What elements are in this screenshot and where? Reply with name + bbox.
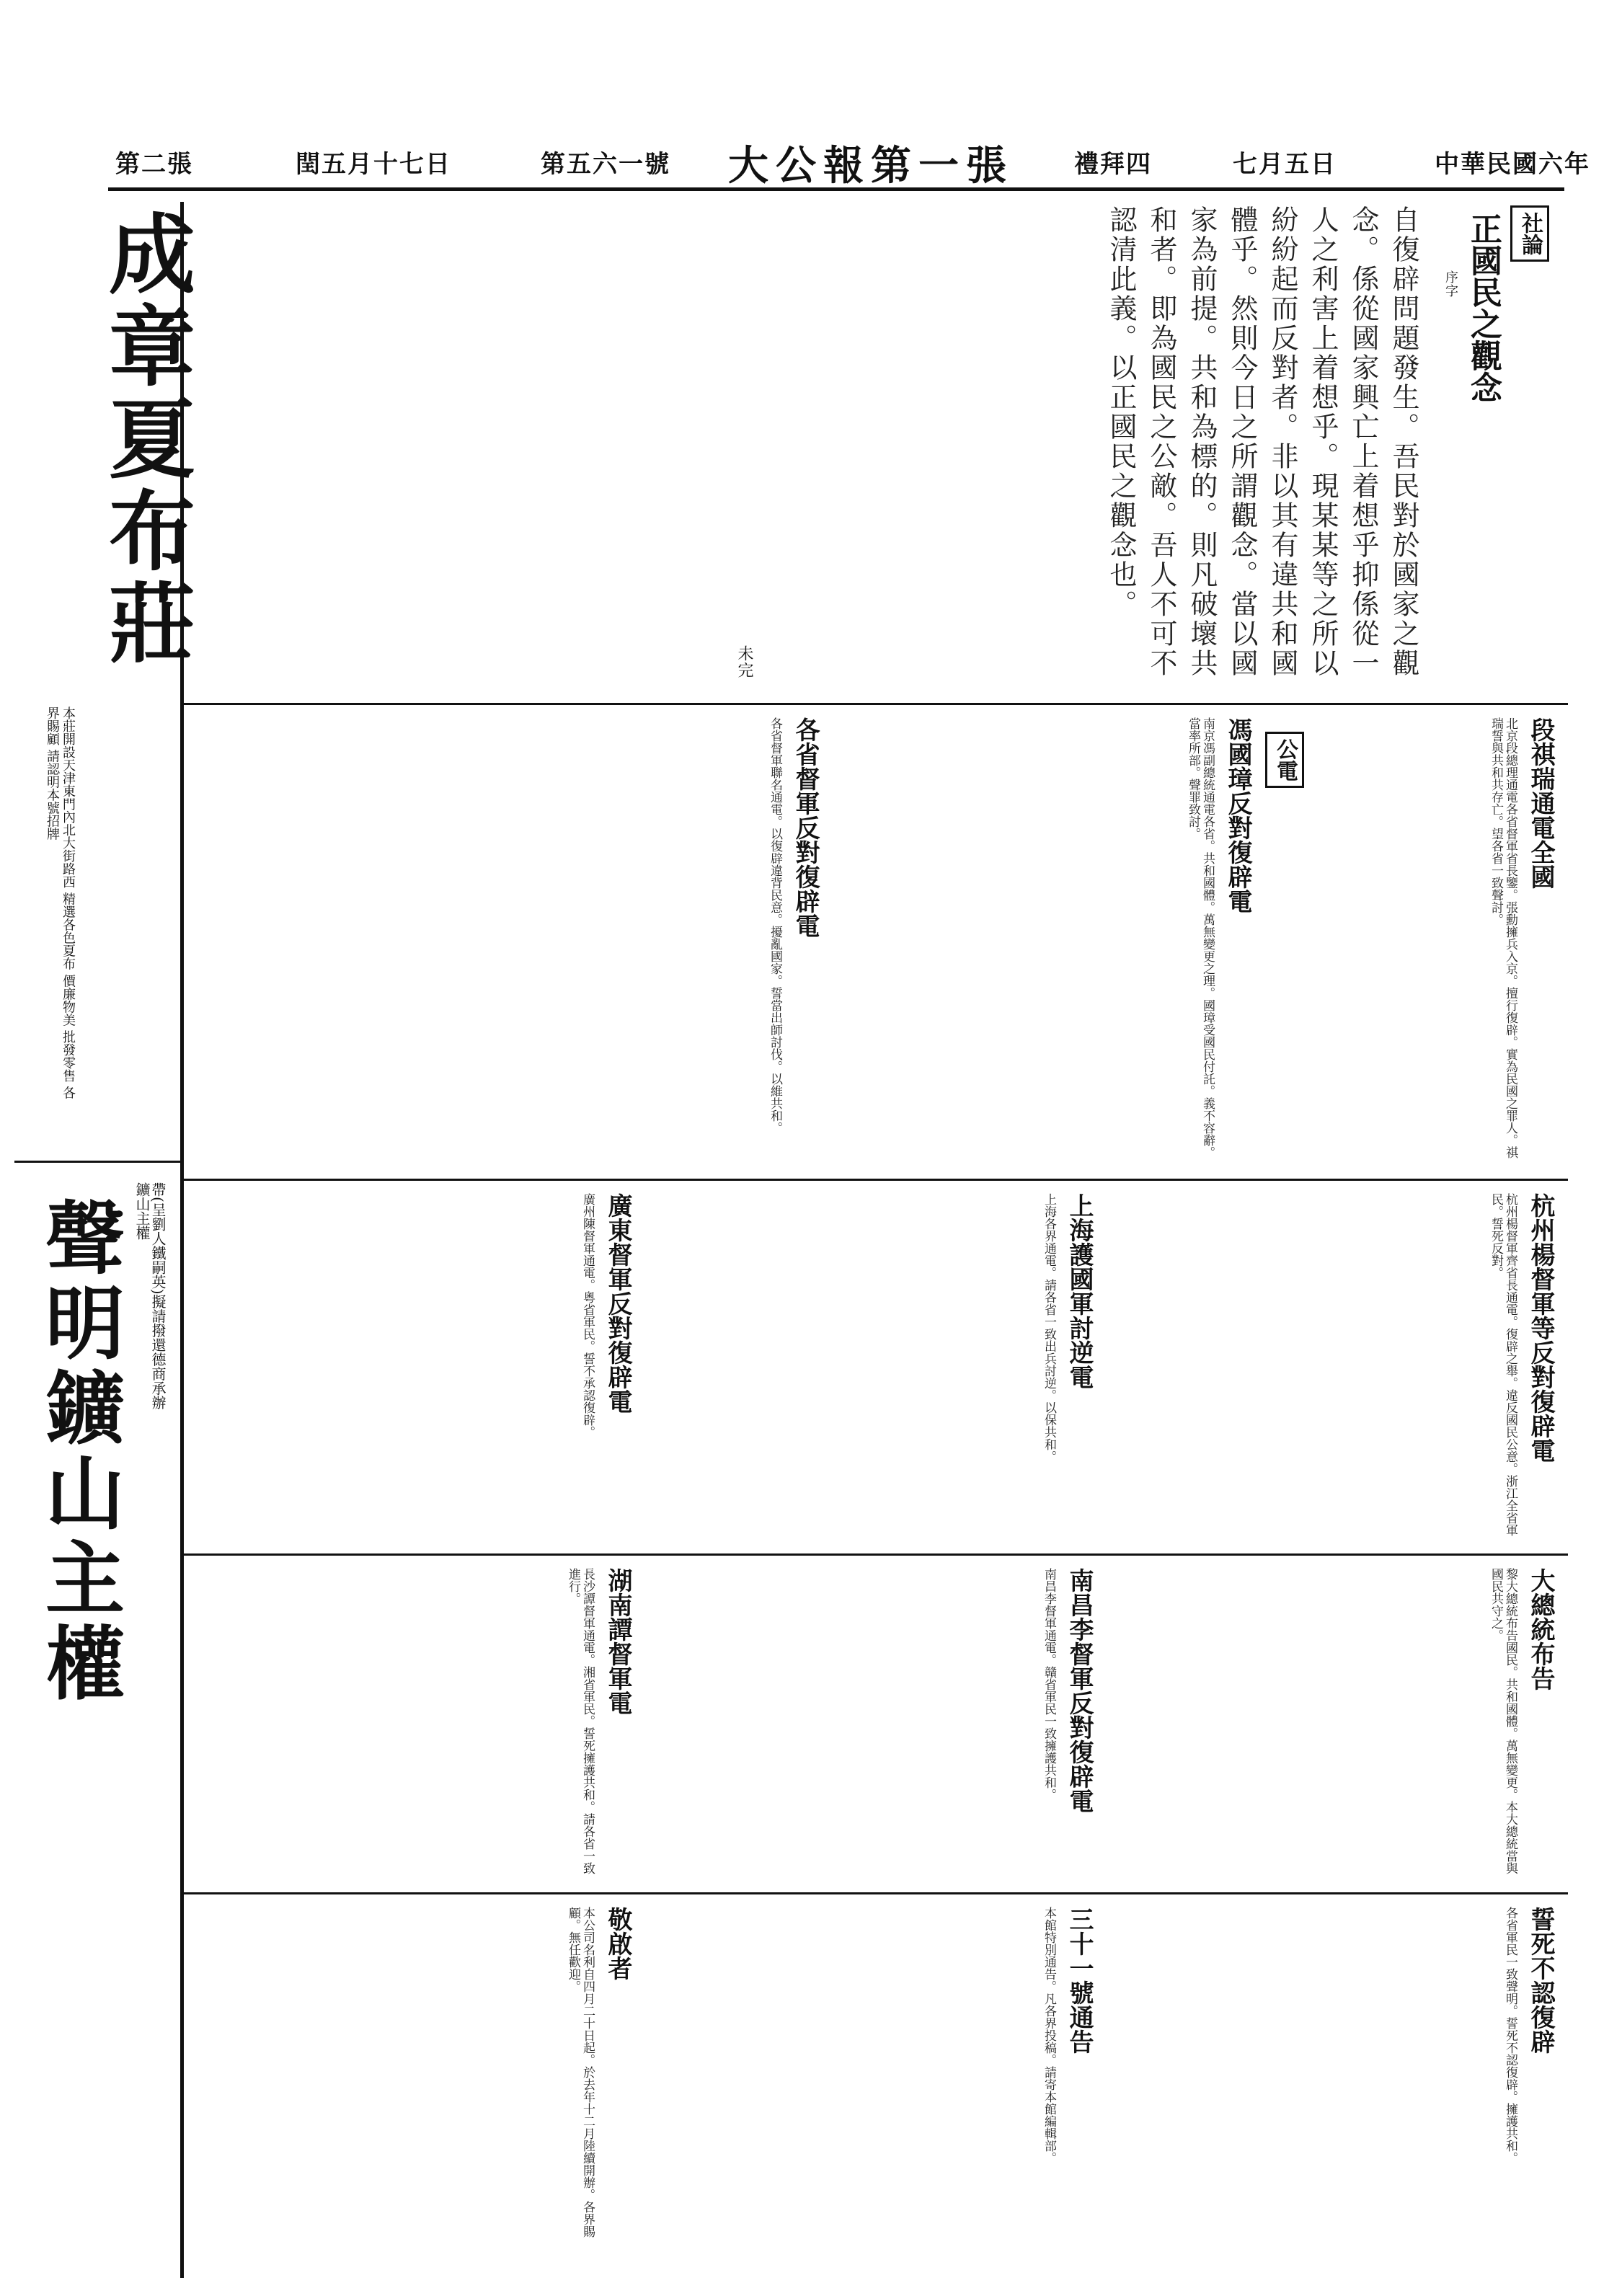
notice-title: 三十一號通告: [1065, 1907, 1094, 2054]
date-month: 七月五日: [1233, 150, 1337, 179]
editorial-text: 自復辟問題發生。吾民對於國家之觀念。係從國家興亡上着想乎抑係從一人之利害上着想乎。現某某等之所以紛紛起而反對者。非以其有違共和國體乎。然則今日之所謂觀念。當以國家為前提。共和為標的。則凡破壞共和者。即為國民之公敵。吾人不可不認清此義。以正國民之觀念也。: [1105, 205, 1419, 678]
news-text: 黎大總統布告國民。共和國體。萬無變更。本大總統當與國民共守之。: [1489, 1568, 1517, 1874]
issue-number: 第五六一號: [541, 150, 670, 179]
newspaper-title: 大公報第一張: [728, 142, 1014, 190]
editorial-title: 正國民之觀念: [1465, 213, 1502, 403]
notice-title: 誓死不認復辟: [1526, 1907, 1555, 2054]
notice-text: 本館特別通告。凡各界投稿。請寄本館編輯部。: [1042, 1907, 1056, 2164]
shop-name-ad: 成章夏布莊: [94, 209, 196, 670]
news-title: 段祺瑞通電全國: [1526, 717, 1555, 889]
news-title: 南昌李督軍反對復辟電: [1065, 1568, 1094, 1813]
news-title: 上海護國軍討逆電: [1065, 1193, 1094, 1389]
divider: [184, 703, 1568, 705]
editorial-end: 未完: [735, 645, 753, 678]
left-advertisements: [14, 202, 196, 2278]
weekday: 禮拜四: [1074, 150, 1152, 179]
divider: [184, 1892, 1568, 1894]
divider: [184, 1179, 1568, 1181]
divider: [184, 1553, 1568, 1556]
news-text: 長沙譚督軍通電。湘省軍民。誓死擁護共和。請各省一致進行。: [566, 1568, 595, 1874]
editorial-author: 序字: [1443, 270, 1458, 298]
page-number: 第二張: [115, 150, 193, 179]
lunar-date: 閏五月十七日: [296, 150, 451, 179]
news-text: 各省督軍聯名通電。以復辟違背民意。擾亂國家。誓當出師討伐。以維共和。: [768, 717, 782, 1134]
news-body: [184, 198, 1568, 2274]
news-text: 杭州楊督軍齊省長通電。復辟之舉。違反國民公意。浙江全省軍民。誓死反對。: [1489, 1193, 1517, 1536]
ad-separator: [14, 1161, 180, 1163]
news-title: 大總統布告: [1526, 1568, 1555, 1690]
news-text: 廣州陳督軍通電。粵省軍民。誓不承認復辟。: [580, 1193, 595, 1438]
news-title: 廣東督軍反對復辟電: [603, 1193, 632, 1414]
news-text: 北京段總理通電各省督軍省長鑒。張勳擁兵入京。擅行復辟。實為民國之罪人。祺瑞誓與共和共存亡。望各省一致聲討。: [1489, 717, 1517, 1158]
telegram-label: 公電: [1265, 732, 1304, 788]
news-title: 湖南譚督軍電: [603, 1568, 632, 1715]
news-text: 上海各界通電。請各省一致出兵討逆。以保共和。: [1042, 1193, 1056, 1463]
date-western: 中華民國六年: [1435, 150, 1590, 179]
notice-title: 敬啟者: [603, 1907, 632, 1980]
book-title-ad: 聲明鑛山主權: [32, 1197, 125, 1707]
notice-text: 各省軍民一致聲明。誓死不認復辟。擁護共和。: [1503, 1907, 1517, 2164]
book-note: 帶(呈劉人鐵嗣英)擬請撥還德商承辦鑛山主權: [133, 1182, 167, 1410]
news-text: 南京馮副總統通電各省。共和國體。萬無變更之理。國璋受國民付託。義不容辭。當率所部。聲罪致討。: [1186, 717, 1215, 1158]
editorial-label: 社論: [1510, 205, 1549, 262]
news-text: 南昌李督軍通電。贛省軍民一致擁護共和。: [1042, 1568, 1056, 1801]
masthead: [108, 137, 1590, 191]
news-title: 馮國璋反對復辟電: [1223, 717, 1252, 913]
news-title: 杭州楊督軍等反對復辟電: [1526, 1193, 1555, 1463]
news-title: 各省督軍反對復辟電: [791, 717, 820, 938]
shop-description: 本莊開設天津東門內北大街路西 精選各色夏布 價廉物美 批發零售 各界賜顧 請認明本號招牌: [45, 706, 76, 1099]
notice-text: 本公司名利自四月二十日起。於去年十二月陸續開辦。各界賜顧。無任歡迎。: [566, 1907, 595, 2238]
